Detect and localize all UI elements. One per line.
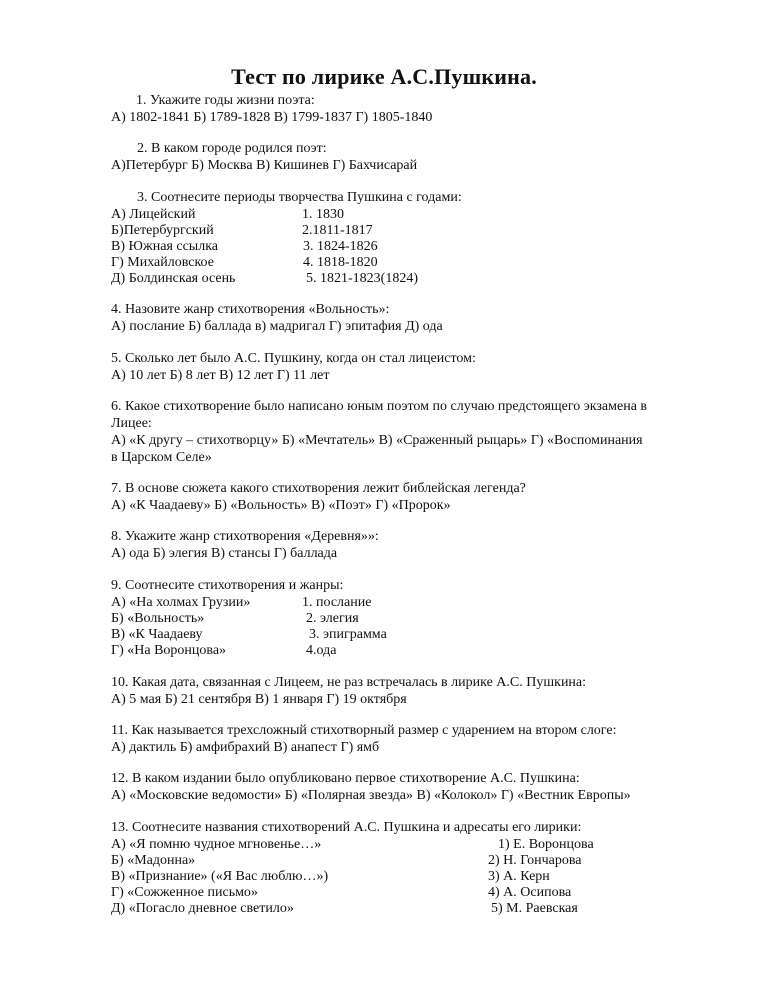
match-left-item: Д) Болдинская осень (111, 271, 236, 286)
match-left-item: Г) «На Воронцова» (111, 643, 227, 658)
question-10-answers: А) 5 мая Б) 21 сентября В) 1 января Г) 19 октября (111, 692, 407, 707)
question-4: 4. Назовите жанр стихотворения «Вольность»: (111, 302, 390, 317)
question-5: 5. Сколько лет было А.С. Пушкину, когда он стал лицеистом: (111, 351, 476, 366)
match-left-item: А) Лицейский (111, 207, 196, 222)
question-1-answers: А) 1802-1841 Б) 1789-1828 В) 1799-1837 Г) 1805-1840 (111, 110, 433, 125)
question-6-answers: А) «К другу – стихотворцу» Б) «Мечтатель» В) «Сраженный рыцарь» Г) «Воспоминания (111, 433, 643, 448)
match-left-item: Б) «Мадонна» (111, 853, 196, 868)
question-11-answers: А) дактиль Б) амфибрахий В) анапест Г) ямб (111, 740, 380, 755)
question-4-answers: А) послание Б) баллада в) мадригал Г) эпитафия Д) ода (111, 319, 443, 334)
match-right-item: 2.1811-1817 (302, 223, 373, 238)
question-13: 13. Соотнесите названия стихотворений А.С. Пушкина и адресаты его лирики: (111, 820, 582, 835)
question-7-answers: А) «К Чаадаеву» Б) «Вольность» В) «Поэт» Г) «Пророк» (111, 498, 451, 513)
match-right-item: 1. послание (302, 595, 372, 610)
match-left-item: В) «К Чаадаеву (111, 627, 203, 642)
match-right-item: 4) А. Осипова (488, 885, 572, 900)
question-10: 10. Какая дата, связанная с Лицеем, не раз встречалась в лирике А.С. Пушкина: (111, 675, 587, 690)
question-5-answers: А) 10 лет Б) 8 лет В) 12 лет Г) 11 лет (111, 368, 330, 383)
match-left-item: В) «Признание» («Я Вас люблю…») (111, 869, 329, 884)
match-right-item: 4.ода (306, 643, 337, 658)
question-9: 9. Соотнесите стихотворения и жанры: (111, 578, 344, 593)
question-12-answers: А) «Московские ведомости» Б) «Полярная звезда» В) «Колокол» Г) «Вестник Европы» (111, 788, 631, 803)
question-6: 6. Какое стихотворение было написано юным поэтом по случаю предстоящего экзамена в (111, 399, 648, 414)
question-11: 11. Как называется трехсложный стихотворный размер с ударением на втором слоге: (111, 723, 617, 738)
question-12: 12. В каком издании было опубликовано первое стихотворение А.С. Пушкина: (111, 771, 580, 786)
question-6-cont: Лицее: (111, 416, 152, 431)
question-1: 1. Укажите годы жизни поэта: (136, 93, 315, 108)
match-right-item: 5) М. Раевская (491, 901, 578, 916)
match-left-item: А) «Я помню чудное мгновенье…» (111, 837, 322, 852)
question-2-answers: А)Петербург Б) Москва В) Кишинев Г) Бахчисарай (111, 158, 418, 173)
question-3: 3. Соотнесите периоды творчества Пушкина с годами: (137, 190, 462, 205)
page-title: Тест по лирике А.С.Пушкина. (231, 64, 537, 89)
question-8: 8. Укажите жанр стихотворения «Деревня»»: (111, 529, 379, 544)
match-left-item: В) Южная ссылка (111, 239, 219, 254)
question-6-answers-cont: в Царском Селе» (111, 450, 212, 465)
question-7: 7. В основе сюжета какого стихотворения лежит библейская легенда? (111, 481, 526, 496)
match-right-item: 5. 1821-1823(1824) (306, 271, 418, 286)
match-left-item: Г) Михайловское (111, 255, 214, 270)
match-left-item: Д) «Погасло дневное светило» (111, 901, 294, 916)
match-left-item: Б)Петербургский (111, 223, 214, 238)
match-right-item: 1. 1830 (302, 207, 344, 222)
match-right-item: 3) А. Керн (488, 869, 550, 884)
match-left-item: А) «На холмах Грузии» (111, 595, 251, 610)
match-right-item: 4. 1818-1820 (303, 255, 378, 270)
question-8-answers: А) ода Б) элегия В) стансы Г) баллада (111, 546, 338, 561)
question-2: 2. В каком городе родился поэт: (137, 141, 327, 156)
match-left-item: Г) «Сожженное письмо» (111, 885, 258, 900)
match-right-item: 3. 1824-1826 (303, 239, 378, 254)
match-right-item: 2) Н. Гончарова (488, 853, 582, 868)
match-right-item: 2. элегия (306, 611, 359, 626)
match-right-item: 1) Е. Воронцова (498, 837, 594, 852)
match-left-item: Б) «Вольность» (111, 611, 205, 626)
match-right-item: 3. эпиграмма (309, 627, 387, 642)
